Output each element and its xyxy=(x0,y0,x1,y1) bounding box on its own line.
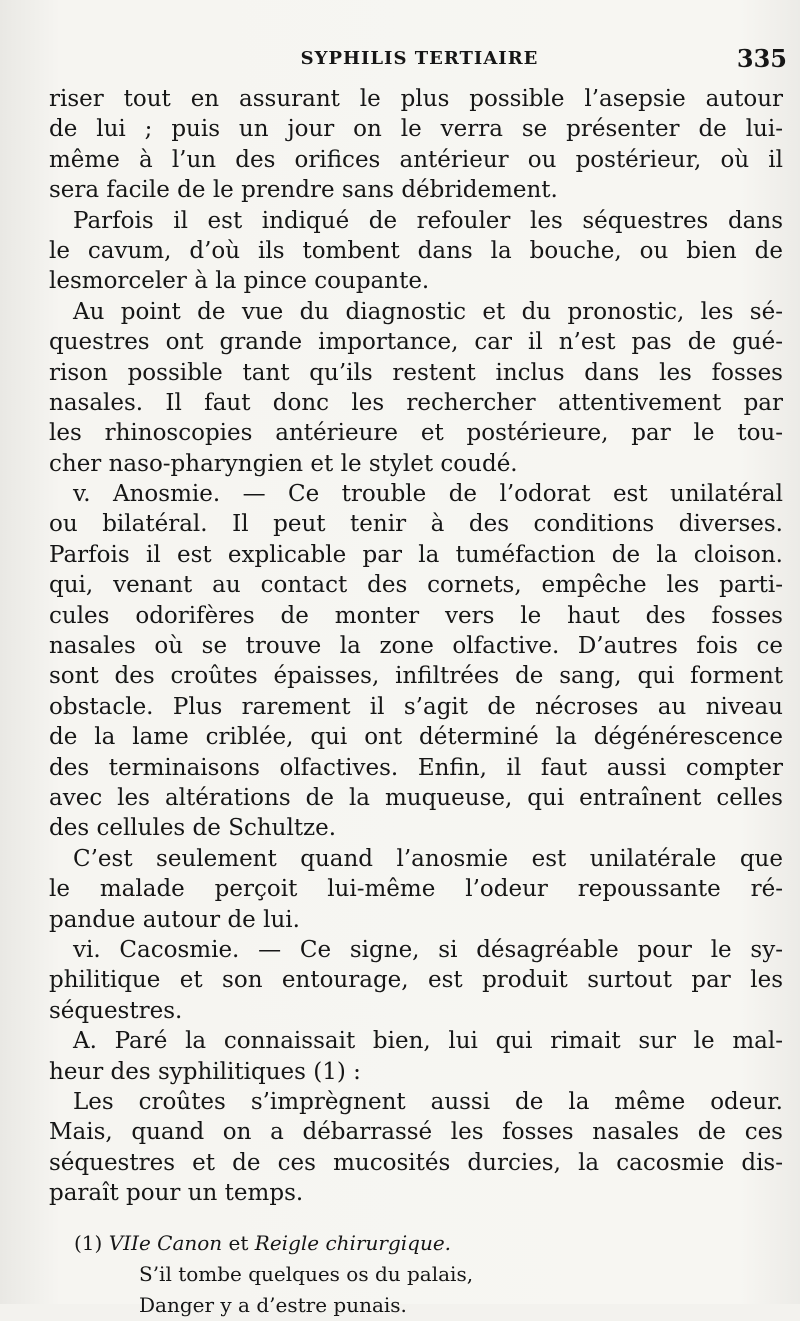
footnote-citation xyxy=(49,1228,783,1259)
text-line: C’est seulement quand l’anosmie est unilatérale que xyxy=(73,845,783,872)
page-number: 335 xyxy=(736,44,787,73)
text-line: rison possible tant qu’ils restent inclus dans les fosses xyxy=(49,359,783,386)
text-line: Au point de vue du diagnostic et du pronostic, les sé- xyxy=(73,298,783,325)
body-text xyxy=(49,84,783,1321)
footnote-title: Reigle chirurgique. xyxy=(254,1231,452,1256)
text-line: Mais, quand on a débarrassé les fosses nasales de ces xyxy=(49,1119,783,1146)
text-line: séquestres. xyxy=(49,997,183,1024)
footnote-gap xyxy=(49,1208,783,1228)
text-line: sont des croûtes épaisses, infiltrées de sang, qui forment xyxy=(49,663,783,690)
text-line: le malade perçoit lui-même l’odeur repoussante ré- xyxy=(49,876,783,903)
text-line: Parfois il est indiqué de refouler les séquestres dans xyxy=(73,207,783,234)
text-line: nasales. Il faut donc les rechercher attentivement par xyxy=(49,389,783,416)
text-line: philitique et son entourage, est produit surtout par les xyxy=(49,967,783,994)
text-line: lesmorceler à la pince coupante. xyxy=(49,268,430,295)
text-line: nasales où se trouve la zone olfactive. D’autres fois ce xyxy=(49,633,783,660)
text-line: le cavum, d’où ils tombent dans la bouche, ou bien de xyxy=(49,237,783,264)
running-title: SYPHILIS TERTIAIRE xyxy=(300,48,539,69)
page-header xyxy=(52,44,787,78)
text-line: qui, venant au contact des cornets, empêche les parti- xyxy=(49,572,783,599)
text-line: de la lame criblée, qui ont déterminé la dégénérescence xyxy=(49,724,783,751)
text-line: sera facile de le prendre sans débridement. xyxy=(49,177,558,204)
text-line: questres ont grande importance, car il n’est pas de gué- xyxy=(49,329,783,356)
anosmie-heading-line: v. Anosmie. — Ce trouble de l’odorat est unilatéral xyxy=(73,481,783,508)
text-line: les rhinoscopies antérieure et postérieure, par le tou- xyxy=(49,420,783,447)
footnote-canon: Canon xyxy=(157,1231,223,1256)
text-line: Parfois il est explicable par la tuméfaction de la cloison. xyxy=(49,541,783,568)
footnote-marker: (1) xyxy=(74,1231,103,1256)
text-line: avec les altérations de la muqueuse, qui entraînent celles xyxy=(49,784,783,811)
text-line: obstacle. Plus rarement il s’agit de nécroses au niveau xyxy=(49,693,783,720)
text-line: de lui ; puis un jour on le verra se présenter de lui- xyxy=(49,116,783,143)
text-line: pandue autour de lui. xyxy=(49,906,300,933)
footnote-joiner: et xyxy=(228,1231,249,1256)
text-line: Les croûtes s’imprègnent aussi de la même odeur. xyxy=(73,1088,783,1115)
text-line: ou bilatéral. Il peut tenir à des conditions diverses. xyxy=(49,511,783,538)
cacosmie-heading-line: vi. Cacosmie. — Ce signe, si désagréable pour le sy- xyxy=(73,936,783,963)
text-line: séquestres et de ces mucosités durcies, la cacosmie dis- xyxy=(49,1149,783,1176)
footnote-verse-1: S’il tombe quelques os du palais, xyxy=(139,1262,474,1287)
text-line: cher naso-pharyngien et le stylet coudé. xyxy=(49,450,518,477)
text-line: heur des syphilitiques (1) : xyxy=(49,1058,361,1085)
text-line: paraît pour un temps. xyxy=(49,1180,304,1207)
text-line: des cellules de Schultze. xyxy=(49,815,337,842)
footnote-verse-2: Danger y a d’estre punais. xyxy=(139,1293,407,1318)
text-line: même à l’un des orifices antérieur ou postérieur, où il xyxy=(49,146,783,173)
text-line: A. Paré la connaissait bien, lui qui rimait sur le mal- xyxy=(73,1028,783,1055)
footnote-roman: VIIe xyxy=(108,1231,151,1256)
text-line: cules odorifères de monter vers le haut des fosses xyxy=(49,602,783,629)
text-line: riser tout en assurant le plus possible l’asepsie autour xyxy=(49,86,783,112)
text-line: des terminaisons olfactives. Enfin, il faut aussi compter xyxy=(49,754,783,781)
